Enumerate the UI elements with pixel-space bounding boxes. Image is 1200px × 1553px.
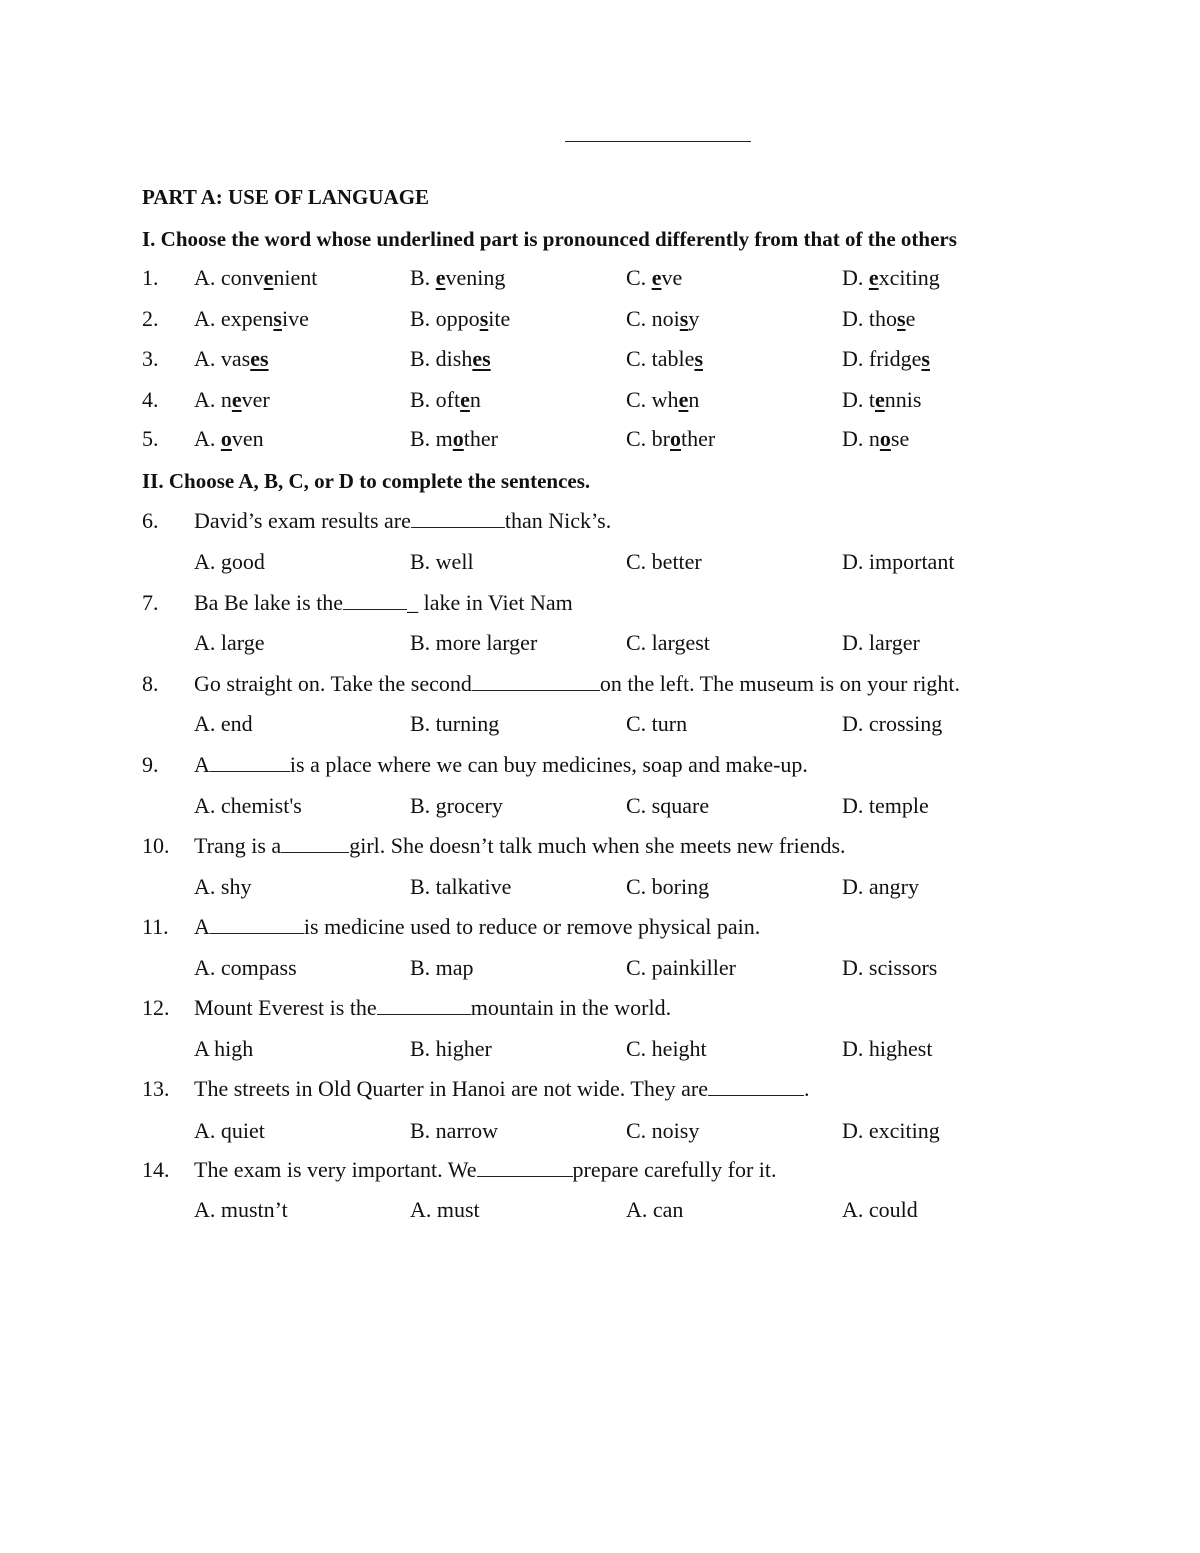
answer-option[interactable]: C. better — [626, 549, 702, 574]
answer-option[interactable]: B. narrow — [410, 1118, 498, 1143]
underlined-letters: es — [472, 346, 491, 371]
answer-option[interactable] — [194, 263, 317, 293]
question-stem — [194, 912, 760, 942]
question-number: 10. — [142, 833, 170, 858]
underlined-letters: s — [897, 306, 906, 331]
question-number: 1. — [142, 265, 159, 290]
answer-option[interactable]: C. boring — [626, 874, 710, 899]
underlined-letters: e — [263, 265, 274, 290]
question-stem — [194, 750, 808, 780]
underlined-letters: s — [479, 306, 489, 331]
answer-blank[interactable] — [472, 670, 600, 691]
header-rule — [565, 141, 751, 142]
answer-blank[interactable] — [477, 1156, 573, 1177]
option-text: nient — [273, 265, 318, 290]
section-2-title: II. Choose A, B, C, or D to complete the sentences. — [142, 469, 591, 493]
answer-option[interactable]: C. largest — [626, 630, 710, 655]
answer-option[interactable]: A. shy — [194, 874, 252, 899]
option-text: n — [688, 387, 700, 412]
option-text: B. oft — [410, 387, 461, 412]
underlined-letters: s — [921, 346, 930, 371]
underlined-letters: e — [231, 387, 242, 412]
underlined-letters: o — [452, 426, 464, 451]
option-text: ther — [681, 426, 716, 451]
underlined-letters: e — [460, 387, 470, 412]
answer-option[interactable]: A. quiet — [194, 1118, 265, 1143]
answer-option[interactable] — [410, 304, 510, 334]
stem-text: Go straight on. Take the second — [194, 671, 472, 696]
option-text: A. — [194, 426, 221, 451]
answer-option[interactable] — [842, 385, 921, 415]
option-text: ven — [231, 426, 264, 451]
question-row — [0, 993, 1200, 1023]
options-row — [0, 953, 1200, 983]
question-row — [0, 344, 1200, 374]
answer-option[interactable]: B. more larger — [410, 630, 538, 655]
stem-text: Trang is a — [194, 833, 282, 858]
underlined-letters: o — [220, 426, 232, 451]
answer-option[interactable]: B. well — [410, 549, 474, 574]
answer-option[interactable]: C. square — [626, 793, 710, 818]
answer-option[interactable] — [626, 263, 682, 293]
underlined-letters: s — [679, 306, 689, 331]
option-text: nnis — [884, 387, 922, 412]
answer-option[interactable]: D. exciting — [842, 1118, 940, 1143]
stem-text: A — [194, 752, 210, 777]
option-text: D. n — [842, 426, 880, 451]
answer-option[interactable]: D. larger — [842, 630, 920, 655]
question-stem — [194, 506, 611, 536]
question-stem — [194, 831, 846, 861]
option-text: D. fridge — [842, 346, 922, 371]
underlined-letters: es — [250, 346, 269, 371]
question-number: 14. — [142, 1157, 170, 1182]
stem-text: _ lake in Viet Nam — [407, 590, 573, 615]
question-number: 5. — [142, 426, 159, 451]
stem-text: Ba Be lake is the — [194, 590, 344, 615]
question-number: 3. — [142, 346, 159, 371]
answer-option[interactable]: A. good — [194, 549, 265, 574]
underlined-letters: e — [435, 265, 446, 290]
answer-blank[interactable] — [210, 751, 290, 772]
answer-option[interactable] — [626, 304, 699, 334]
answer-option[interactable] — [410, 263, 505, 293]
question-stem — [194, 669, 960, 699]
option-text: C. wh — [626, 387, 679, 412]
option-text: B. oppo — [410, 306, 480, 331]
option-text: B. m — [410, 426, 453, 451]
answer-option[interactable] — [842, 263, 940, 293]
answer-option[interactable] — [410, 424, 498, 454]
answer-option[interactable] — [842, 344, 930, 374]
answer-option[interactable]: B. map — [410, 955, 474, 980]
answer-option[interactable] — [842, 424, 909, 454]
options-row — [0, 709, 1200, 739]
option-text: ve — [661, 265, 683, 290]
question-row — [0, 750, 1200, 780]
option-text: ite — [488, 306, 511, 331]
answer-blank[interactable] — [377, 994, 471, 1015]
part-title: PART A: USE OF LANGUAGE — [142, 185, 430, 209]
underlined-letters: e — [868, 265, 879, 290]
question-stem — [194, 588, 573, 618]
answer-blank[interactable] — [411, 507, 505, 528]
question-number: 2. — [142, 306, 159, 331]
answer-option[interactable]: A. end — [194, 711, 253, 736]
answer-option[interactable]: D. temple — [842, 793, 929, 818]
question-row — [0, 669, 1200, 699]
answer-option[interactable] — [194, 344, 269, 374]
stem-text: Mount Everest is the — [194, 995, 377, 1020]
question-row — [0, 263, 1200, 293]
answer-option[interactable]: D. crossing — [842, 711, 943, 736]
answer-option[interactable]: D. angry — [842, 874, 919, 899]
underlined-letters: s — [694, 346, 703, 371]
option-text: D. — [842, 265, 869, 290]
answer-option[interactable] — [194, 424, 264, 454]
question-number: 8. — [142, 671, 159, 696]
answer-option[interactable]: C. height — [626, 1036, 707, 1061]
option-text: ther — [463, 426, 498, 451]
options-row — [0, 1116, 1200, 1146]
answer-option[interactable]: D. scissors — [842, 955, 938, 980]
options-row — [0, 547, 1200, 577]
answer-option[interactable]: B. turning — [410, 711, 500, 736]
stem-text: is a place where we can buy medicines, soap and make-up. — [289, 752, 808, 777]
question-row — [0, 506, 1200, 536]
answer-option[interactable] — [410, 344, 491, 374]
option-text: A. vas — [194, 346, 251, 371]
question-row — [0, 304, 1200, 334]
answer-option[interactable]: A. must — [410, 1197, 480, 1222]
options-row — [0, 1195, 1200, 1225]
answer-option[interactable]: B. grocery — [410, 793, 503, 818]
answer-blank[interactable] — [210, 913, 304, 934]
answer-option[interactable]: D. important — [842, 549, 955, 574]
stem-text: A — [194, 914, 210, 939]
option-text: B. — [410, 265, 436, 290]
answer-option[interactable] — [626, 344, 703, 374]
stem-text: than Nick’s. — [504, 508, 612, 533]
answer-option[interactable] — [410, 385, 481, 415]
option-text: C. noi — [626, 306, 680, 331]
answer-option[interactable]: A. can — [626, 1197, 684, 1222]
stem-text: . — [803, 1076, 810, 1101]
section-1-title: I. Choose the word whose underlined part is pronounced differently from that of the others — [142, 227, 957, 251]
answer-option[interactable]: C. painkiller — [626, 955, 736, 980]
stem-text: David’s exam results are — [194, 508, 411, 533]
option-text: A. conv — [194, 265, 264, 290]
answer-option[interactable] — [842, 304, 915, 334]
answer-option[interactable]: C. noisy — [626, 1118, 700, 1143]
underlined-letters: e — [678, 387, 689, 412]
options-row — [0, 628, 1200, 658]
answer-option[interactable]: B. higher — [410, 1036, 492, 1061]
option-text: se — [890, 426, 910, 451]
answer-option[interactable]: A. chemist's — [194, 793, 302, 818]
option-text: C. br — [626, 426, 670, 451]
answer-option[interactable] — [626, 385, 699, 415]
option-text: ive — [281, 306, 309, 331]
question-row — [0, 912, 1200, 942]
options-row — [0, 872, 1200, 902]
question-stem — [194, 1074, 809, 1104]
underlined-letters: o — [670, 426, 681, 451]
question-stem — [194, 1155, 777, 1185]
option-text: e — [905, 306, 916, 331]
option-text: ver — [241, 387, 270, 412]
question-number: 11. — [142, 914, 169, 939]
answer-blank[interactable] — [708, 1075, 804, 1096]
option-text: xciting — [878, 265, 940, 290]
answer-option[interactable]: D. highest — [842, 1036, 933, 1061]
option-text: y — [688, 306, 700, 331]
underlined-letters: o — [879, 426, 891, 451]
question-stem — [194, 993, 671, 1023]
underlined-letters: e — [651, 265, 662, 290]
question-row — [0, 424, 1200, 454]
answer-option[interactable]: B. talkative — [410, 874, 512, 899]
option-text: C. — [626, 265, 652, 290]
stem-text: on the left. The museum is on your right. — [599, 671, 960, 696]
stem-text: The exam is very important. We — [194, 1157, 477, 1182]
underlined-letters: s — [273, 306, 282, 331]
stem-text: girl. She doesn’t talk much when she meets new friends. — [349, 833, 846, 858]
stem-text: is medicine used to reduce or remove physical pain. — [303, 914, 761, 939]
question-row — [0, 1155, 1200, 1185]
option-text: D. t — [842, 387, 875, 412]
answer-blank[interactable] — [281, 832, 349, 853]
question-row — [0, 1074, 1200, 1104]
question-number: 4. — [142, 387, 159, 412]
question-number: 7. — [142, 590, 159, 615]
answer-option[interactable]: A. large — [194, 630, 265, 655]
answer-option[interactable] — [626, 424, 715, 454]
option-text: C. table — [626, 346, 695, 371]
option-text: vening — [445, 265, 506, 290]
underlined-letters: e — [875, 387, 885, 412]
answer-option[interactable]: A high — [194, 1036, 254, 1061]
options-row — [0, 791, 1200, 821]
answer-option[interactable] — [194, 385, 270, 415]
question-row — [0, 385, 1200, 415]
question-number: 9. — [142, 752, 159, 777]
question-number: 13. — [142, 1076, 170, 1101]
answer-blank[interactable] — [343, 589, 407, 610]
question-row — [0, 831, 1200, 861]
stem-text: prepare carefully for it. — [572, 1157, 777, 1182]
option-text: A. expen — [194, 306, 274, 331]
option-text: A. n — [194, 387, 232, 412]
answer-option[interactable] — [194, 304, 309, 334]
option-text: D. tho — [842, 306, 897, 331]
option-text: n — [469, 387, 481, 412]
option-text: B. dish — [410, 346, 473, 371]
stem-text: The streets in Old Quarter in Hanoi are not wide. They are — [194, 1076, 708, 1101]
answer-option[interactable]: A. could — [842, 1197, 918, 1222]
question-number: 12. — [142, 995, 170, 1020]
options-row — [0, 1034, 1200, 1064]
question-row — [0, 588, 1200, 618]
answer-option[interactable]: A. mustn’t — [194, 1197, 288, 1222]
stem-text: mountain in the world. — [470, 995, 672, 1020]
answer-option[interactable]: A. compass — [194, 955, 297, 980]
question-number: 6. — [142, 508, 159, 533]
answer-option[interactable]: C. turn — [626, 711, 688, 736]
